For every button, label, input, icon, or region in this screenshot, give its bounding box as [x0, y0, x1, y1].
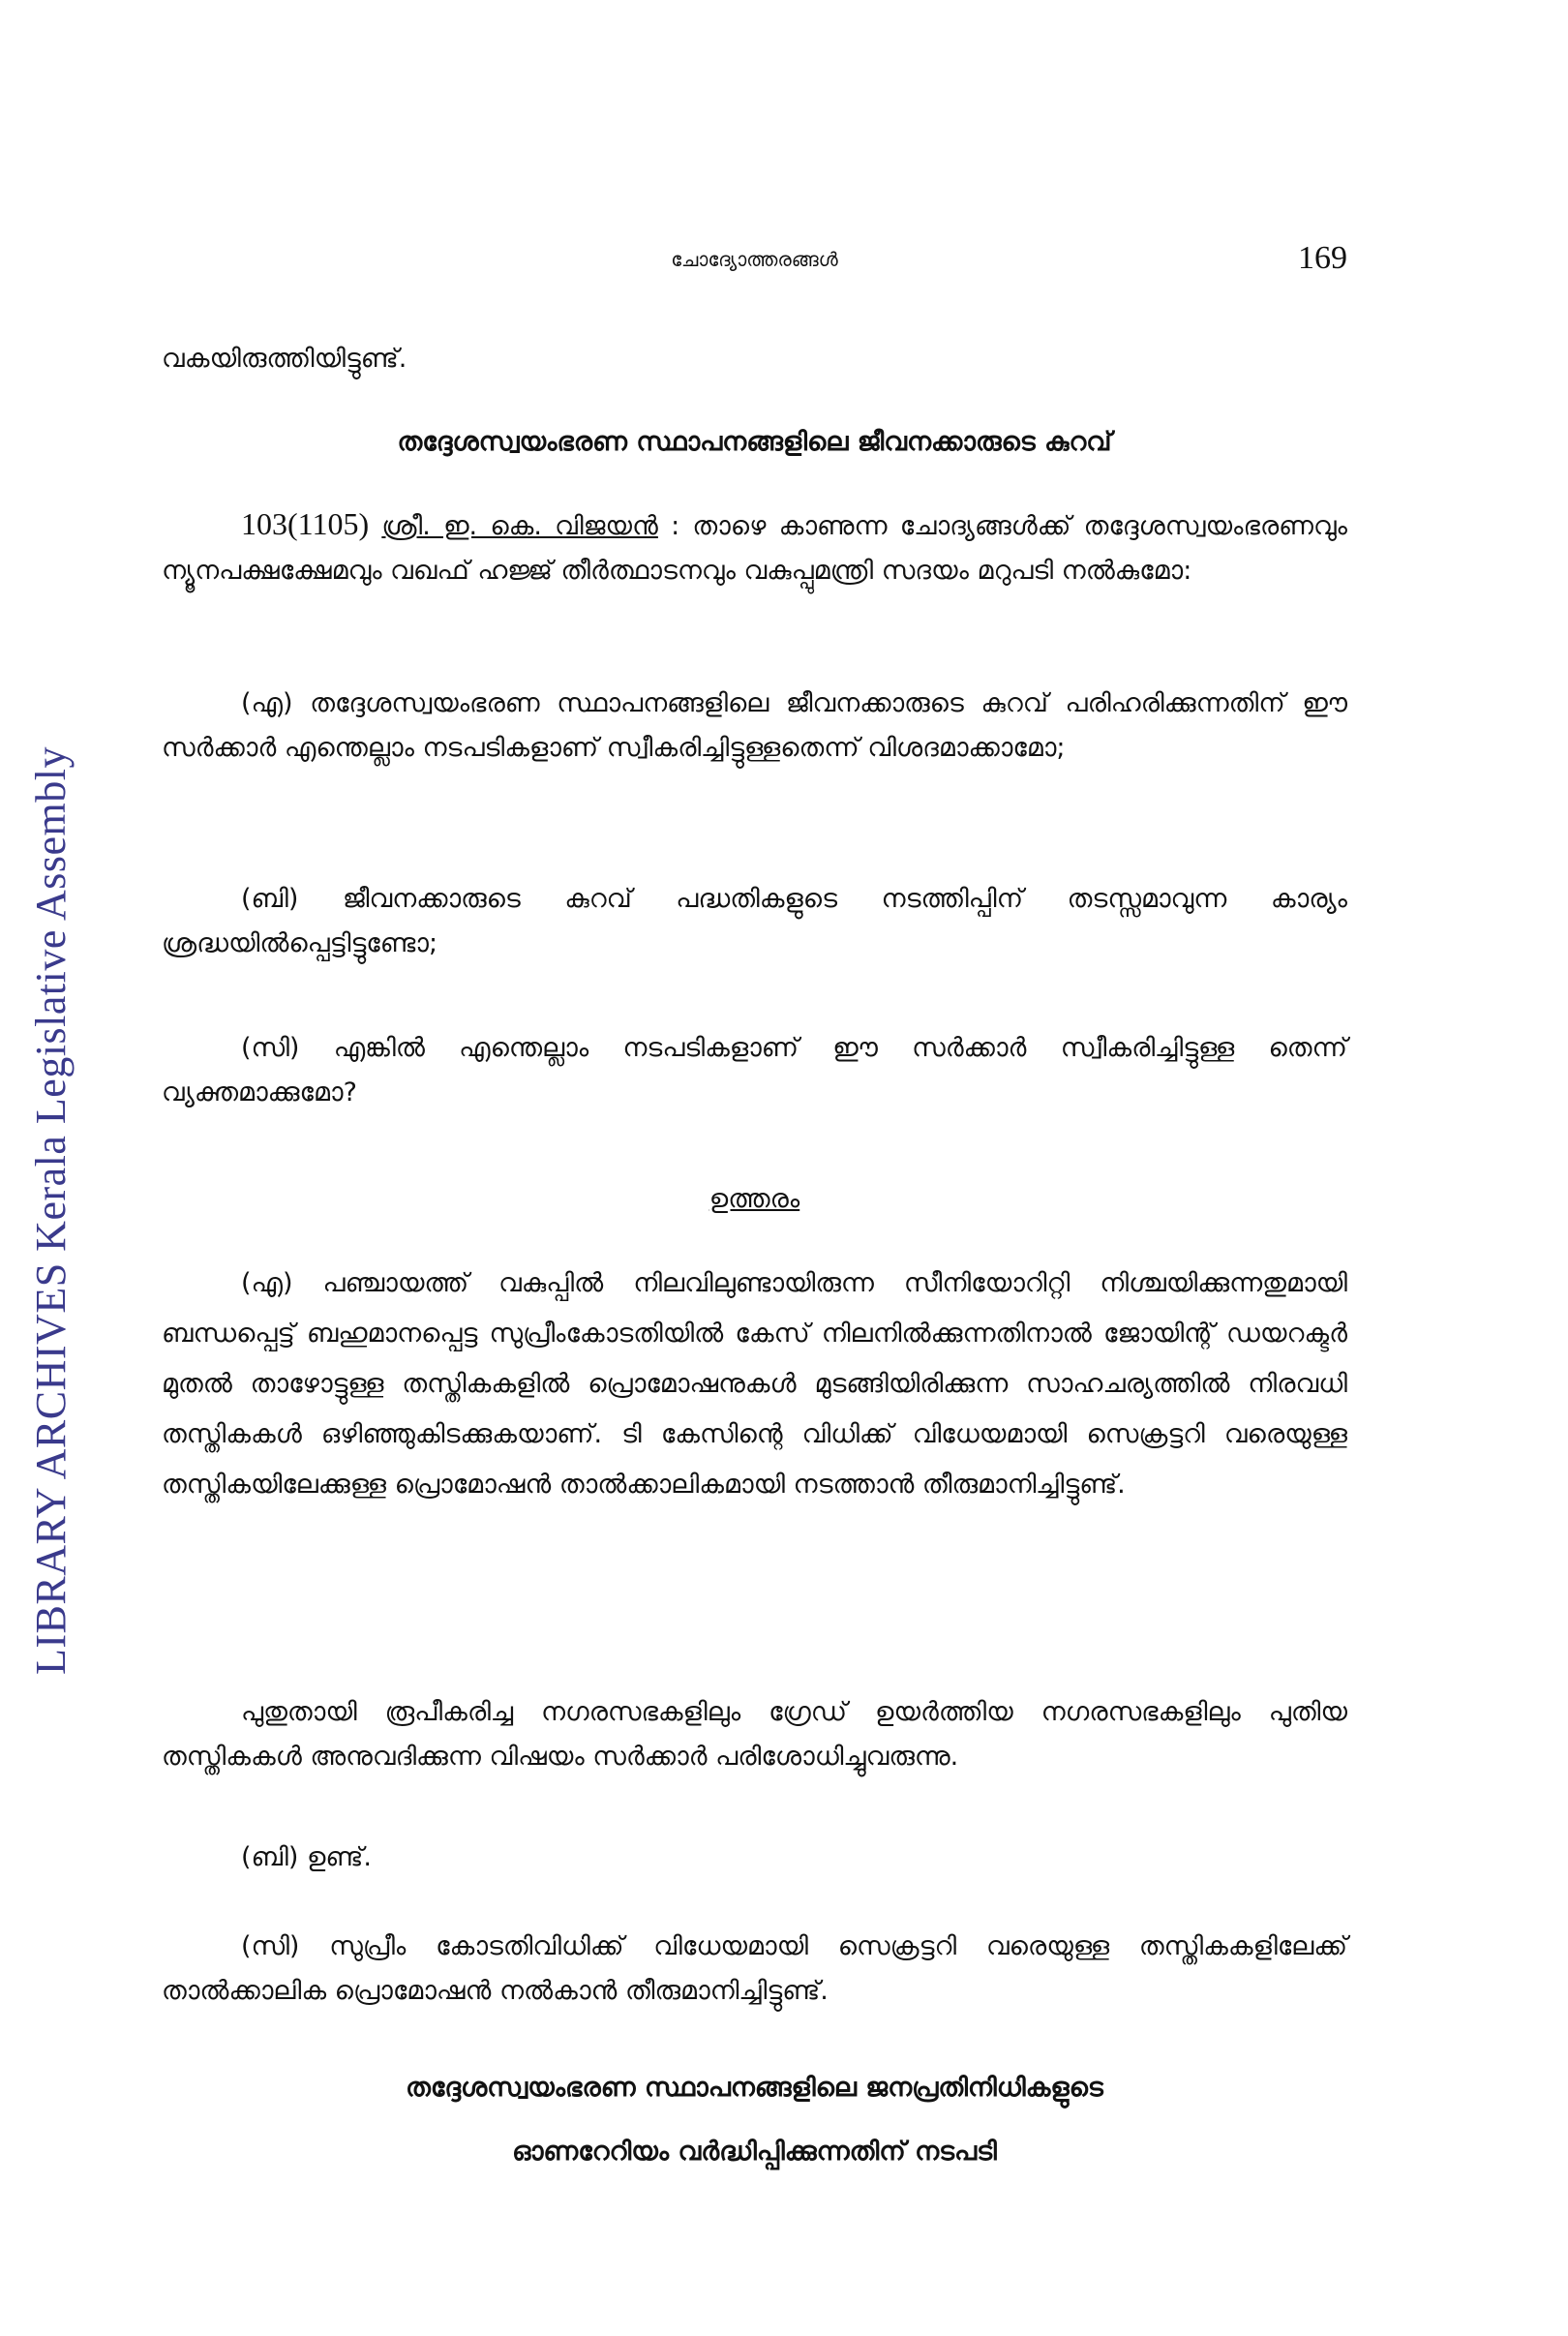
next-section-heading-line2: ഓണറേറിയം വർദ്ധിപ്പിക്കുന്നതിന് നടപടി	[512, 2137, 997, 2167]
next-section-heading-line1: തദ്ദേശസ്വയംഭരണ സ്ഥാപനങ്ങളിലെ ജനപ്രതിനിധികളുടെ	[406, 2073, 1103, 2103]
section-heading: തദ്ദേശസ്വയംഭരണ സ്ഥാപനങ്ങളിലെ ജീവനക്കാരുടെ കുറവ്	[397, 427, 1112, 457]
question-number: 103(1105)	[241, 506, 370, 541]
question-b: (ബി) ജീവനക്കാരുടെ കുറവ് പദ്ധതികളുടെ നടത്തിപ്പിന് തടസ്സമാവുന്ന കാര്യം ശ്രദ്ധയിൽപ്പെട്ടിട്ടുണ്ടോ;	[162, 884, 1347, 958]
carryover-line: വകയിരുത്തിയിട്ടുണ്ട്.	[162, 344, 407, 374]
answer-a: (എ) പഞ്ചായത്ത് വകുപ്പിൽ നിലവിലുണ്ടായിരുന്ന സീനിയോറിറ്റി നിശ്ചയിക്കുന്നതുമായി ബന്ധപ്പെട്ട് ബഹുമാനപ്പെട്ട സുപ്രീംകോടതിയിൽ കേസ് നിലനിൽക്കുന്നതിനാൽ ജോയിന്റ് ഡയറക്ടർ മുതൽ താഴോട്ടുള്ള തസ്തികകളിൽ പ്രൊമോഷനുകൾ മുടങ്ങിയിരിക്കുന്ന സാഹചര്യത്തിൽ നിരവധി തസ്തികകൾ ഒഴിഞ്ഞുകിടക്കുകയാണ്. ടി കേസിന്റെ വിധിക്ക് വിധേയമായി സെക്രട്ടറി വരെയുള്ള തസ്തികയിലേക്കുള്ള പ്രൊമോഷൻ താൽക്കാലികമായി നടത്താൻ തീരുമാനിച്ചിട്ടുണ്ട്.	[162, 1268, 1347, 1500]
library-archives-watermark	[21, 658, 79, 1762]
answer-a-continued: പുതുതായി രൂപീകരിച്ച നഗരസഭകളിലും ഗ്രേഡ് ഉയർത്തിയ നഗരസഭകളിലും പുതിയ തസ്തികകൾ അനുവദിക്കുന്ന വിഷയം സർക്കാർ പരിശോധിച്ചുവരുന്നു.	[162, 1697, 1347, 1772]
question-a: (എ) തദ്ദേശസ്വയംഭരണ സ്ഥാപനങ്ങളിലെ ജീവനക്കാരുടെ കുറവ് പരിഹരിക്കുന്നതിന് ഈ സർക്കാർ എന്തെല്ലാം നടപടികളാണ് സ്വീകരിച്ചിട്ടുള്ളതെന്ന് വിശദമാക്കാമോ;	[162, 688, 1347, 763]
page-number: 169	[1298, 240, 1347, 276]
answer-c: (സി) സുപ്രീം കോടതിവിധിക്ക് വിധേയമായി സെക്രട്ടറി വരെയുള്ള തസ്തികകളിലേക്ക് താൽക്കാലിക പ്രൊമോഷൻ നൽകാൻ തീരുമാനിച്ചിട്ടുണ്ട്.	[162, 1931, 1347, 2006]
member-name: ശ്രീ. ഇ. കെ. വിജയൻ	[381, 511, 658, 541]
running-title: ചോദ്യോത്തരങ്ങൾ	[671, 248, 838, 271]
answer-b: (ബി) ഉണ്ട്.	[241, 1842, 373, 1872]
running-header	[162, 240, 1347, 279]
answer-heading: ഉത്തരം	[709, 1184, 800, 1214]
document-page	[162, 0, 1347, 2336]
question-intro	[162, 501, 1347, 593]
watermark-text: LIBRARY ARCHIVES Kerala Legislative Assembly	[26, 745, 75, 1675]
question-c: (സി) എങ്കിൽ എന്തെല്ലാം നടപടികളാണ് ഈ സർക്കാർ സ്വീകരിച്ചിട്ടുള്ള തെന്ന് വ്യക്തമാക്കുമോ?	[162, 1033, 1347, 1107]
question-intro-text: : താഴെ കാണുന്ന ചോദ്യങ്ങൾക്ക് തദ്ദേശസ്വയംഭരണവും ന്യൂനപക്ഷക്ഷേമവും വഖഫ് ഹജ്ജ് തീർത്ഥാടനവും വകുപ്പുമന്ത്രി സദയം മറുപടി നൽകുമോ:	[162, 511, 1347, 586]
